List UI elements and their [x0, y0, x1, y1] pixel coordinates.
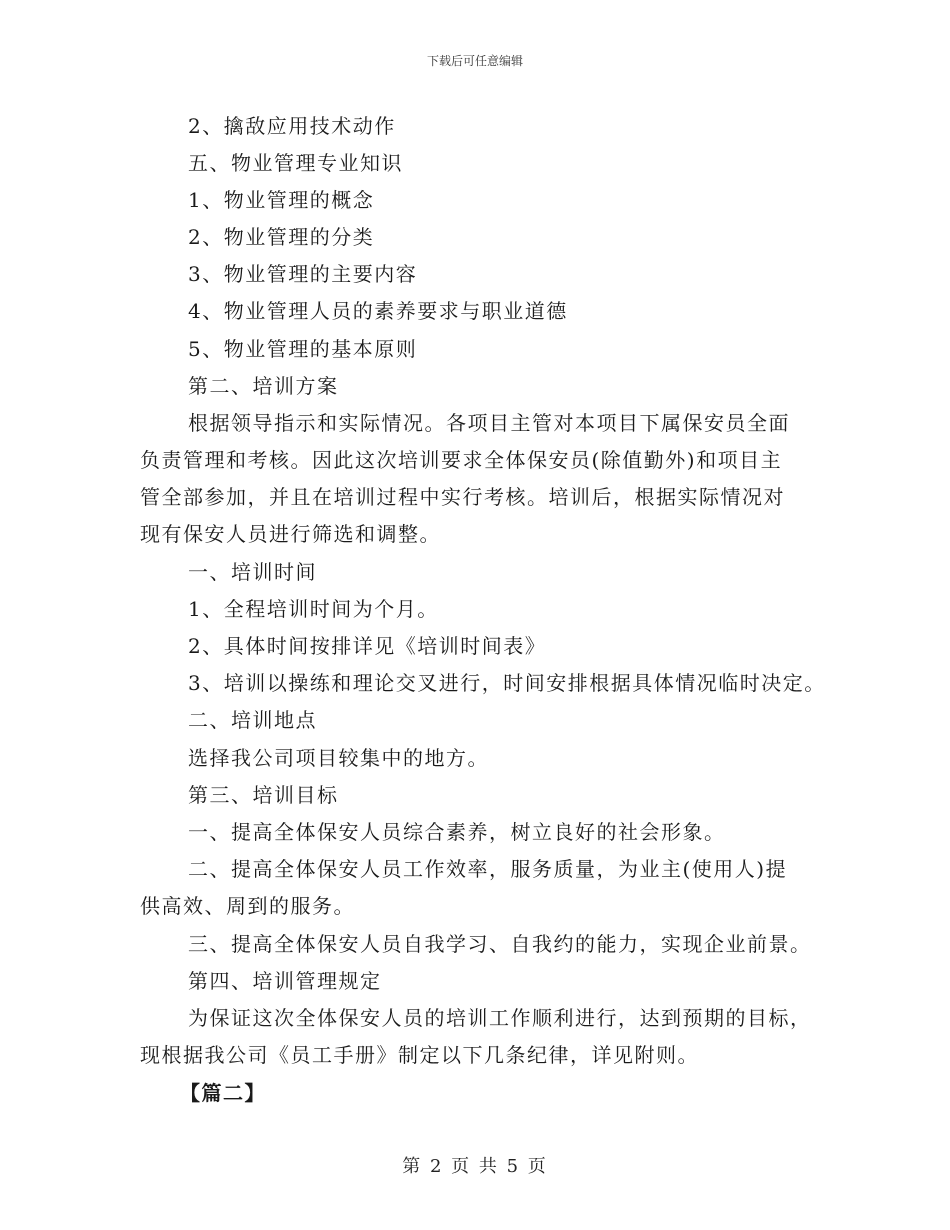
page-number: 第 2 页 共 5 页	[402, 1156, 548, 1177]
text-line: 三、提高全体保安人员自我学习、自我约的能力，实现企业前景。	[188, 932, 812, 956]
text-line: 4、物业管理人员的素养要求与职业道德	[188, 299, 568, 323]
page-header: 下载后可任意编辑	[426, 54, 523, 68]
section-heading: 一、培训时间	[188, 560, 317, 584]
text-line: 1、全程培训时间为个月。	[188, 597, 439, 621]
section-heading: 二、培训地点	[188, 708, 317, 732]
section-heading: 第二、培训方案	[188, 374, 339, 398]
text-line: 5、物业管理的基本原则	[188, 337, 418, 361]
text-line: 选择我公司项目较集中的地方。	[188, 746, 489, 770]
paragraph-line: 根据领导指示和实际情况。各项目主管对本项目下属保安员全面	[188, 411, 790, 435]
paragraph-line: 现根据我公司《员工手册》制定以下几条纪律，详见附则。	[140, 1043, 699, 1067]
text-line: 2、物业管理的分类	[188, 225, 375, 249]
text-line: 3、培训以操练和理论交叉进行，时间安排根据具体情况临时决定。	[188, 671, 826, 695]
section-heading: 第三、培训目标	[188, 783, 339, 807]
paragraph-line: 为保证这次全体保安人员的培训工作顺利进行，达到预期的目标，	[188, 1006, 812, 1030]
text-line: 3、物业管理的主要内容	[188, 262, 418, 286]
paragraph-line: 负责管理和考核。因此这次培训要求全体保安员(除值勤外)和项目主	[140, 448, 783, 472]
chapter-marker: 【篇二】	[180, 1081, 266, 1105]
text-line: 一、提高全体保安人员综合素养，树立良好的社会形象。	[188, 820, 726, 844]
paragraph-line: 现有保安人员进行筛选和调整。	[140, 522, 441, 546]
section-heading: 五、物业管理专业知识	[188, 151, 403, 175]
text-line: 2、具体时间按排详见《培训时间表》	[188, 634, 547, 658]
paragraph-line: 供高效、周到的服务。	[140, 894, 355, 918]
paragraph-line: 管全部参加，并且在培训过程中实行考核。培训后，根据实际情况对	[140, 485, 785, 509]
paragraph-line: 二、提高全体保安人员工作效率，服务质量，为业主(使用人)提	[188, 857, 788, 881]
section-heading: 第四、培训管理规定	[188, 969, 382, 993]
text-line: 2、擒敌应用技术动作	[188, 114, 396, 138]
text-line: 1、物业管理的概念	[188, 188, 375, 212]
